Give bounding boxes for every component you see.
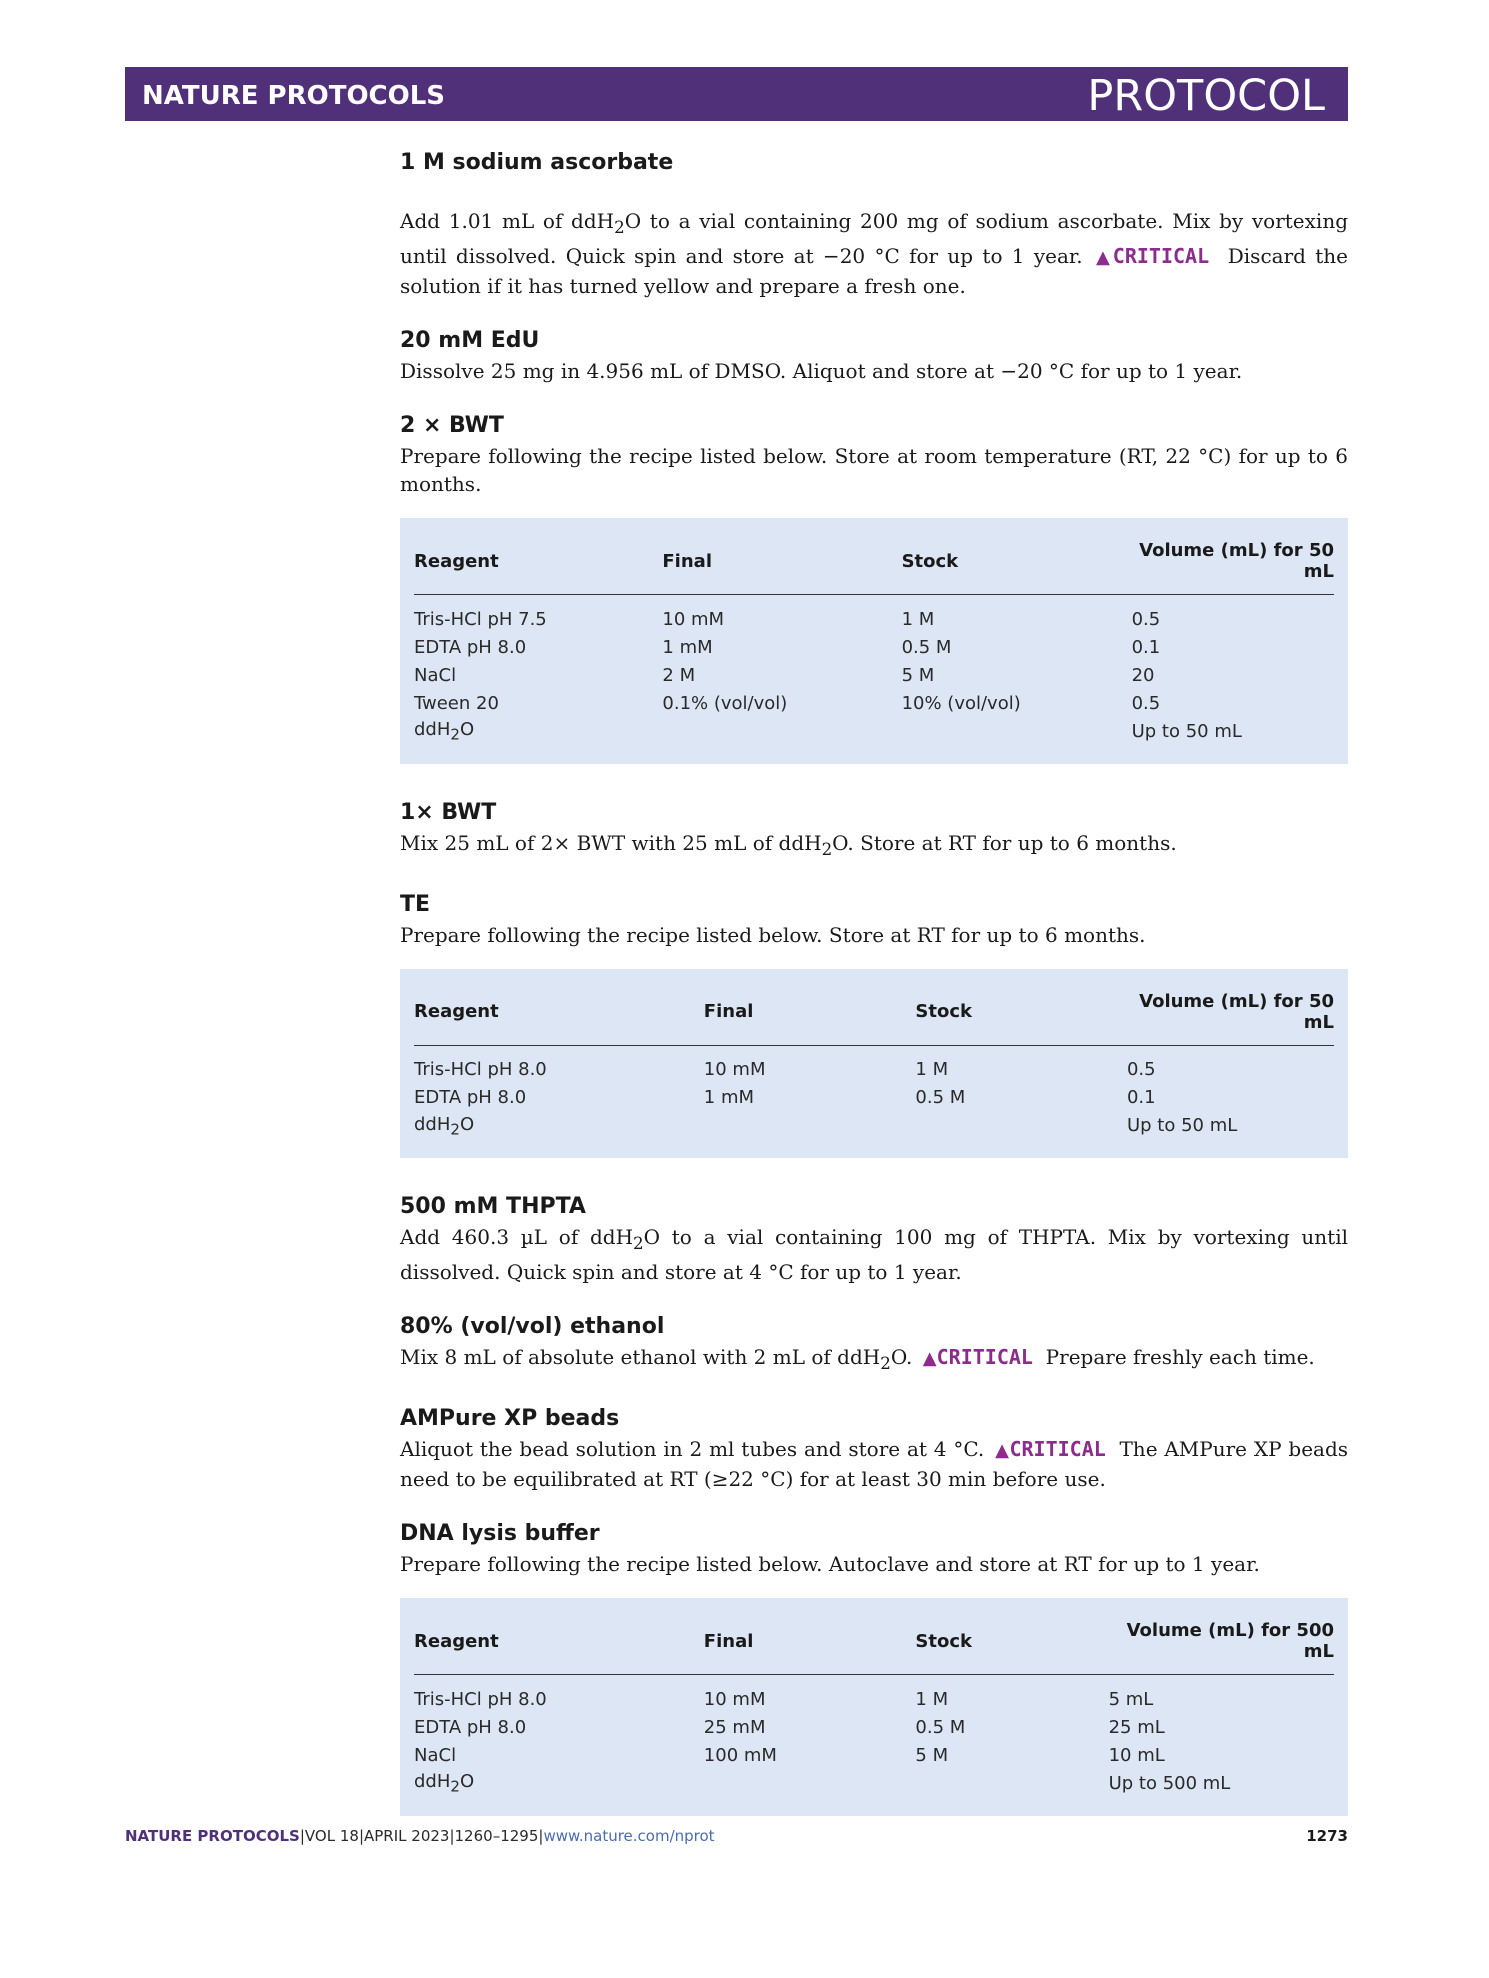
column-header: Stock: [902, 532, 1132, 595]
section-te: [400, 892, 1348, 1159]
section-title: 20 mM EdU: [400, 328, 540, 353]
column-header: Final: [662, 532, 901, 595]
column-header: Final: [704, 1612, 916, 1675]
table-row: EDTA pH 8.0 1 mM 0.5 M 0.1: [414, 636, 1161, 658]
section-title: 2 × BWT: [400, 413, 504, 438]
section-title: 80% (vol/vol) ethanol: [400, 1314, 665, 1340]
section-text: Prepare following the recipe listed below. Store at room temperature (RT, 22 °C) for up to 6 months.: [400, 444, 1348, 496]
te-recipe-table: [400, 969, 1348, 1159]
article-type: PROTOCOL: [1087, 71, 1325, 121]
journal-name: NATURE PROTOCOLS: [142, 81, 446, 111]
footer-journal: NATURE PROTOCOLS: [125, 1827, 300, 1845]
critical-triangle-icon: ▲: [922, 1348, 937, 1370]
lysis-recipe-table: [400, 1598, 1348, 1816]
section-text: Prepare following the recipe listed below. Autoclave and store at RT for up to 1 year.: [400, 1552, 1260, 1577]
critical-note: ▲CRITICAL: [1095, 244, 1210, 268]
table-row: Tween 20 0.1% (vol/vol) 10% (vol/vol) 0.5: [414, 692, 1161, 714]
footer-url-link[interactable]: www.nature.com/nprot: [543, 1827, 715, 1845]
section-text: Mix 8 mL of absolute ethanol with 2 mL of ddH$_2$O. ▲CRITICAL Prepare freshly each time.: [400, 1345, 1315, 1374]
section-title: DNA lysis buffer: [400, 1521, 600, 1547]
table-header-row: [414, 532, 1334, 595]
section-edu: [400, 328, 1348, 385]
critical-note: ▲CRITICAL: [922, 1345, 1033, 1370]
column-header: Volume (mL) for 500 mL: [1109, 1612, 1334, 1675]
table-row: NaCl 2 M 5 M 20: [414, 664, 1155, 686]
section-title: 1× BWT: [400, 799, 497, 825]
table-row: EDTA pH 8.0 1 mM 0.5 M 0.1: [414, 1087, 1156, 1109]
column-header: Stock: [915, 1612, 1108, 1675]
section-thpta: [400, 1194, 1348, 1286]
section-ethanol: [400, 1314, 1348, 1378]
column-header: Volume (mL) for 50 mL: [1127, 983, 1334, 1046]
section-1x-bwt: [400, 800, 1348, 864]
column-header: Final: [704, 983, 916, 1046]
column-header: Stock: [915, 983, 1127, 1046]
critical-triangle-icon: ▲: [995, 1440, 1010, 1462]
section-title: 500 mM THPTA: [400, 1194, 586, 1220]
section-text: Prepare following the recipe listed below. Store at RT for up to 6 months.: [400, 922, 1146, 947]
bwt-recipe-table: [400, 518, 1348, 764]
section-dna-lysis: [400, 1521, 1348, 1816]
table-row: Tris-HCl pH 8.0 10 mM 1 M 0.5: [414, 1059, 1156, 1081]
footer-pages: 1260–1295: [454, 1827, 539, 1845]
column-header: Reagent: [414, 532, 662, 595]
table-row: ddH$_2$O Up to 500 mL: [414, 1771, 1231, 1796]
table-header-row: [414, 1612, 1334, 1675]
table-row: Tris-HCl pH 8.0 10 mM 1 M 5 mL: [414, 1688, 1154, 1710]
journal-banner: [125, 67, 1348, 121]
section-text: Add 1.01 mL of ddH$_2$O to a vial containing 200 mg of sodium ascorbate. Mix by vortexing until dissolved. Quick spin and store at −20 °C for up to 1 year. ▲CRITICAL Discard the solution if it has turned yellow and prepare a fresh one.: [400, 209, 1349, 298]
section-text: Mix 25 mL of 2× BWT with 25 mL of ddH$_2$O. Store at RT for up to 6 months.: [400, 830, 1177, 859]
page-footer: NATURE PROTOCOLS|VOL 18|APRIL 2023|1260–1295|www.nature.com/nprot 1273: [125, 1827, 1348, 1845]
table-row: ddH$_2$O Up to 50 mL: [414, 719, 1242, 744]
section-text: Aliquot the bead solution in 2 ml tubes and store at 4 °C. ▲CRITICAL The AMPure XP beads need to be equilibrated at RT (≥22 °C) for at least 30 min before use.: [400, 1437, 1349, 1492]
footer-date: APRIL 2023: [364, 1827, 450, 1845]
critical-triangle-icon: ▲: [1095, 247, 1113, 268]
table-header-row: [414, 983, 1334, 1046]
table-row: NaCl 100 mM 5 M 10 mL: [414, 1744, 1165, 1766]
section-2x-bwt: [400, 413, 1348, 764]
page-number: 1273: [1306, 1827, 1348, 1845]
table-row: ddH$_2$O Up to 50 mL: [414, 1113, 1238, 1139]
section-sodium-ascorbate: [400, 150, 1348, 300]
section-title: AMPure XP beads: [400, 1406, 620, 1432]
main-content: [400, 150, 1348, 1816]
column-header: Volume (mL) for 50 mL: [1132, 532, 1334, 595]
table-row: Tris-HCl pH 7.5 10 mM 1 M 0.5: [414, 608, 1161, 630]
critical-note: ▲CRITICAL: [995, 1437, 1106, 1462]
section-title: 1 M sodium ascorbate: [400, 150, 674, 175]
section-ampure: [400, 1406, 1348, 1493]
table-row: EDTA pH 8.0 25 mM 0.5 M 25 mL: [414, 1716, 1165, 1738]
footer-volume: VOL 18: [304, 1827, 359, 1845]
section-text: Add 460.3 µL of ddH$_2$O to a vial containing 100 mg of THPTA. Mix by vortexing until dissolved. Quick spin and store at 4 °C for up to 1 year.: [400, 1225, 1348, 1285]
section-title: TE: [400, 891, 431, 917]
section-text: Dissolve 25 mg in 4.956 mL of DMSO. Aliquot and store at −20 °C for up to 1 year.: [400, 359, 1243, 383]
column-header: Reagent: [414, 983, 704, 1046]
column-header: Reagent: [414, 1612, 704, 1675]
